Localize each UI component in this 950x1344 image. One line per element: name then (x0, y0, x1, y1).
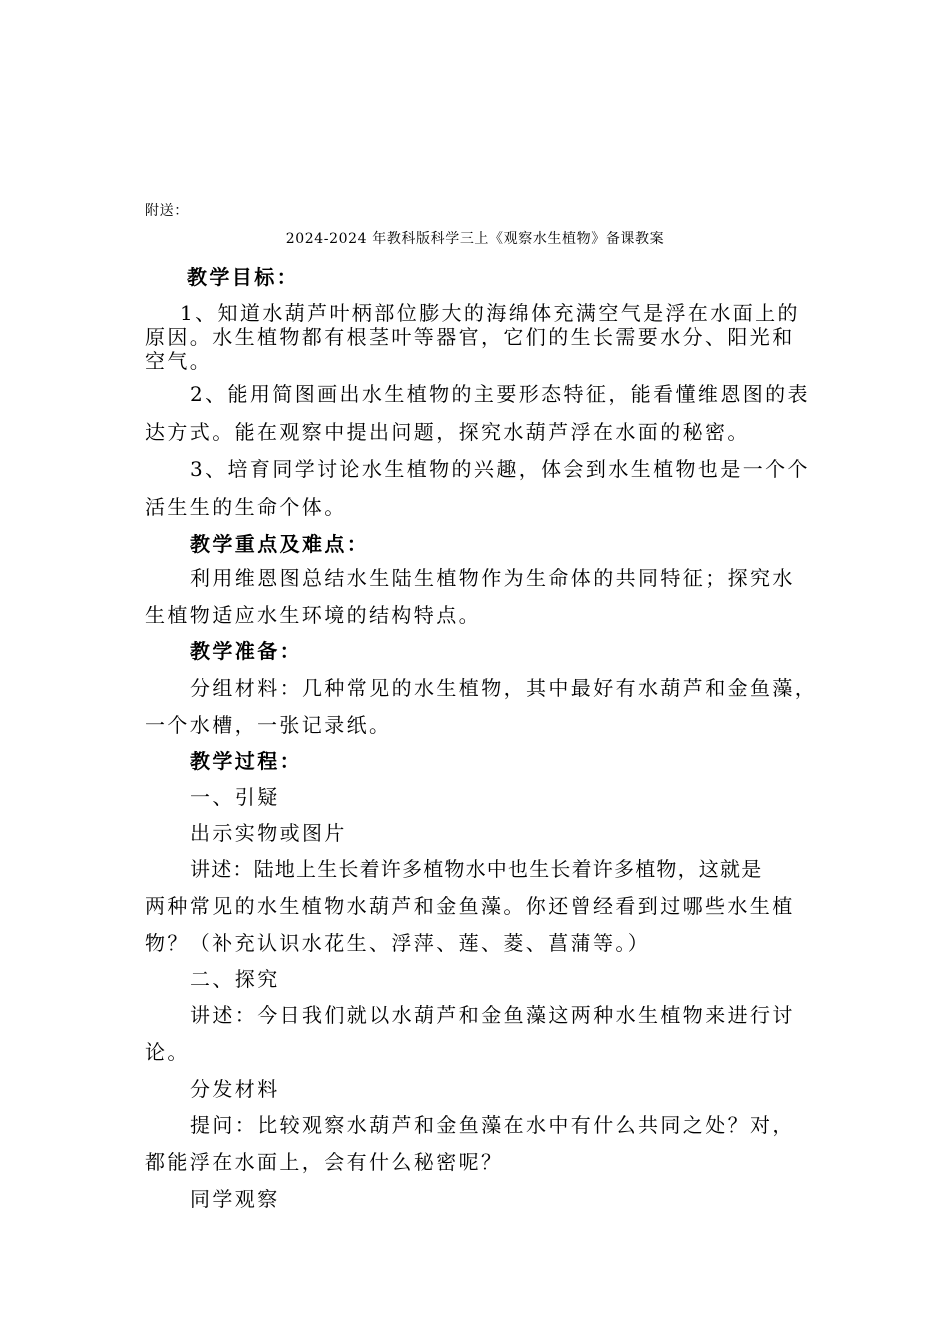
step-2-action: 分发材料 (190, 1077, 280, 1101)
preparation-line-1: 分组材料：几种常见的水生植物，其中最好有水葫芦和金鱼藻， (190, 676, 818, 700)
preparation-line-2: 一个水槽，一张记录纸。 (145, 713, 392, 737)
step-1-talk-line-1: 讲述：陆地上生长着许多植物水中也生长着许多植物，这就是 (190, 857, 763, 881)
key-points-heading: 教学重点及难点： (190, 532, 370, 556)
attachment-label: 附送： (145, 203, 189, 219)
step-1-talk-line-3: 物？（补充认识水花生、浮萍、莲、菱、菖蒲等。） (145, 931, 651, 955)
document-title: 2024-2024 年教科版科学三上《观察水生植物》备课教案 (285, 231, 665, 247)
objective-1-line-3: 空气。 (145, 349, 213, 373)
preparation-heading: 教学准备： (190, 639, 302, 663)
key-points-line-1: 利用维恩图总结水生陆生植物作为生命体的共同特征；探究水 (190, 566, 795, 590)
objectives-heading: 教学目标： (187, 265, 299, 289)
step-2-question-line-1: 提问：比较观察水葫芦和金鱼藻在水中有什么共同之处？对， (190, 1113, 795, 1137)
objective-3-line-1: 3、培育同学讨论水生植物的兴趣，体会到水生植物也是一个个 (190, 457, 810, 481)
objective-1-line-2: 原因。水生植物都有根茎叶等器官，它们的生长需要水分、阳光和 (145, 325, 795, 349)
objective-1-line-1: 1、知道水葫芦叶柄部位膨大的海绵体充满空气是浮在水面上的 (180, 301, 800, 325)
objective-2-line-1: 2、能用简图画出水生植物的主要形态特征，能看懂维恩图的表 (190, 382, 810, 406)
step-2-talk-line-2: 论。 (145, 1040, 190, 1064)
step-1-talk-line-2: 两种常见的水生植物水葫芦和金鱼藻。你还曾经看到过哪些水生植 (145, 894, 795, 918)
step-2-observe: 同学观察 (190, 1187, 280, 1211)
objective-2-line-2: 达方式。能在观察中提出问题，探究水葫芦浮在水面的秘密。 (145, 420, 750, 444)
step-2-talk-line-1: 讲述：今日我们就以水葫芦和金鱼藻这两种水生植物来进行讨 (190, 1003, 795, 1027)
step-1-title: 一、引疑 (190, 785, 280, 809)
process-heading: 教学过程： (190, 749, 302, 773)
key-points-line-2: 生植物适应水生环境的结构特点。 (145, 603, 481, 627)
objective-3-line-2: 活生生的生命个体。 (145, 495, 347, 519)
step-2-question-line-2: 都能浮在水面上，会有什么秘密呢？ (145, 1150, 504, 1174)
step-2-title: 二、探究 (190, 967, 280, 991)
step-1-action: 出示实物或图片 (190, 821, 347, 845)
